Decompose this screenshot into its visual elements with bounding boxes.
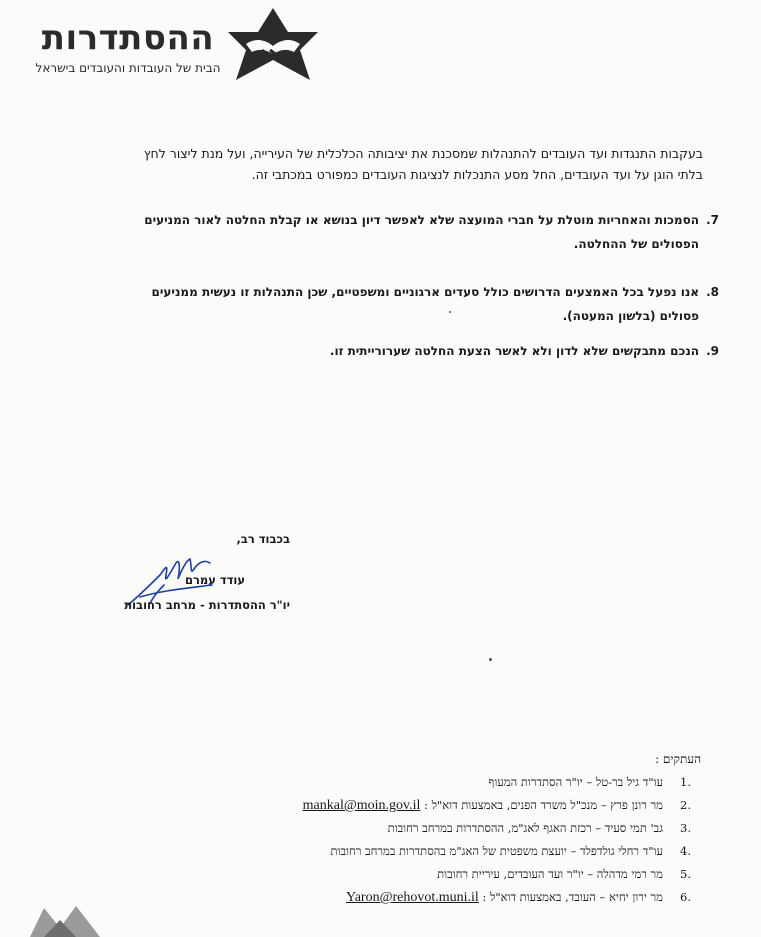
cc-list: [171, 771, 691, 909]
cc-title: העתקים :: [655, 752, 701, 766]
signer-name: עודד עמרם: [184, 573, 245, 587]
histadrut-logo: [28, 8, 318, 80]
cc-email-link[interactable]: Yaron@rehovot.muni.il: [345, 890, 479, 905]
cc-item: [171, 771, 691, 794]
cc-text: מר רמי מדהלה – יו"ר ועד העובדים, עיריית רחובות: [437, 867, 663, 881]
signoff: בכבוד רב,: [236, 532, 290, 546]
point-line: פסולים (בלשון המעטה).: [562, 309, 699, 323]
scan-speck: [449, 311, 451, 313]
cc-item: [171, 863, 691, 886]
point-number: 9.: [706, 344, 719, 358]
point-line: הסמכות והאחריות מוטלת על חברי המועצה שלא לאפשר דיון בנושא או קבלת החלטה לאור המניעים: [144, 213, 699, 227]
logo-subtitle: הבית של העובדות והעובדים בישראל: [35, 61, 221, 75]
intro-line: בלתי הוגן על ועד העובדים, החל מסע התנכלות לנציגות העובדים כמפורט במכתבי זה.: [251, 167, 703, 182]
cc-number: 3.: [680, 821, 691, 835]
point-number: 8.: [706, 285, 719, 299]
cc-item: [171, 817, 691, 840]
point-8: [59, 280, 719, 328]
cc-text: גב' תמי סעיד – רכזת האגף לאג"מ, ההסתדרות במרחב רחובות: [387, 821, 663, 835]
signer-role: יו"ר ההסתדרות - מרחב רחובות: [124, 598, 290, 612]
cc-email-link[interactable]: mankal@moin.gov.il: [302, 798, 421, 813]
cc-item: [171, 794, 691, 817]
intro-paragraph: [63, 143, 703, 185]
point-number: 7.: [706, 213, 719, 227]
cc-number: 1.: [680, 775, 691, 789]
logo-title: ההסתדרות: [41, 18, 215, 58]
point-line: הפסולים של ההחלטה.: [573, 237, 699, 251]
point-line: אנו נפעל בכל האמצעים הדרושים כולל סעדים ארגוניים ומשפטיים, שכן התנהלות זו נעשית ממניעים: [151, 285, 699, 299]
intro-line: בעקבות התנגדות ועד העובדים להתנהלות שמסכנת את יציבותה הכלכלית של העירייה, ועל מנת ליצור לחץ: [143, 146, 703, 161]
star-handshake-icon: [218, 8, 328, 80]
cc-number: 5.: [680, 867, 691, 881]
cc-item: [171, 840, 691, 863]
cc-text: עו"ד רחלי גולדפלד – יועצת משפטית של האג"מ בהסתדרות במרחב רחובות: [330, 844, 663, 858]
cc-number: 2.: [680, 798, 691, 812]
point-7: [59, 208, 719, 256]
cc-number: 6.: [680, 890, 691, 904]
cc-text: מר רונן פרץ – מנכ"ל משרד הפנים, באמצעות דוא"ל :: [424, 798, 663, 812]
footer-logo-mark-icon: [30, 900, 100, 937]
point-9: [59, 339, 719, 363]
cc-text: עו"ד גיל בר-טל – יו"ר הסתדרות המעוף: [488, 775, 663, 789]
point-line: הנכם מתבקשים שלא לדון ולא לאשר הצעת החלטה שערורייתית זו.: [329, 344, 699, 358]
cc-text: מר ירון יחיא – העובד, באמצעות דוא"ל :: [482, 890, 663, 904]
cc-item: [171, 886, 691, 909]
scan-speck: [489, 658, 492, 661]
cc-number: 4.: [680, 844, 691, 858]
